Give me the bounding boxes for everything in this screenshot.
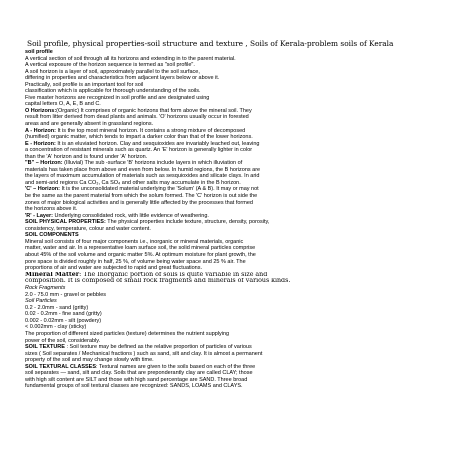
line-text: Underlying consolidated rock, with little evidence of weathering. (52, 212, 209, 219)
bold-heading: SOIL COMPONENTS (25, 232, 79, 239)
line-text: : Soil texture may be defined as the relative proportion of particles of various (64, 344, 252, 351)
line-text: The proportion of different sized particles (texture) determines the nutrient supplying (25, 331, 230, 338)
line-text: fundamental groups of soil textural classes are recognized: SANDS, LOAMS and CLAYS. (25, 383, 243, 390)
mineral-matter-line-1: : The Inorganic portion of soils is quite variable in size and (79, 271, 268, 278)
line-text: be the same as the parent material from which the solum formed. The 'C' horizon is out side the (25, 193, 258, 200)
line-text: soil separates — sand, silt and clay. Soils that are preponderantly clay are called CLAY; those (25, 370, 253, 377)
line-text: the layers of maximum accumulation of materials such as sesquioxides and silicate clays. In arid (25, 173, 260, 180)
line-text: result from litter derived from dead plants and animals. 'O' horizons usually occur in forested (25, 114, 249, 121)
fraction-item: 0.02 - 0.2mm - fine sand (gritty) (25, 311, 102, 318)
line-text: It is the top most mineral horizon. It contains a strong mixture of decomposed (55, 127, 246, 134)
bold-heading: 'C' – Horizon: (25, 186, 61, 193)
bold-heading: E - Horizon: (25, 140, 56, 147)
line-text: zones of major biological activities and is generally little affected by the processes that formed (25, 199, 253, 206)
line-text: with high silt content are SILT and those with high sand percentage are SAND. Three broad (25, 376, 248, 383)
line-text: classification which is applicable for thorough understanding of the soils. (25, 88, 201, 95)
bold-heading: O Horizons: (25, 107, 57, 114)
line-text: differing in properties and characteristics from adjacent layers below or above it. (25, 75, 220, 82)
line-text: than the 'A' horizon and is found under 'A' horizon. (25, 153, 148, 160)
mineral-matter-line-2: composition. It is composed of small rock fragments and minerals of various kinds. (25, 278, 291, 285)
mineral-matter-paragraph (25, 272, 428, 286)
line-text: It is the unconsolidated material underlying the 'Solum' (A & B). It may or may not (60, 186, 259, 193)
mineral-matter-heading: Mineral Matter (25, 271, 80, 278)
closing-line (25, 383, 428, 390)
line-text: (Illuvial) The sub -surface 'B' horizons include layers in which illuviation of (62, 160, 243, 167)
line-text: Five master horizons are recognized in soil profile and are designated using (25, 94, 210, 101)
bold-heading: 'R' - Layer: (25, 212, 53, 219)
document-body (25, 49, 428, 390)
bold-heading: A - Horizon: (25, 127, 56, 134)
line-text: It is an eluviated horizon. Clay and sesquioxides are invariably leached out, leaving (55, 140, 260, 147)
line-text: areas and are generally absent in grassland regions. (25, 121, 154, 128)
line-text: Mineral soil consists of four major components i.e., inorganic or mineral materials, organic (25, 238, 244, 245)
fraction-item: 0.002 - 0.02mm - silt (powdery) (25, 317, 102, 324)
bold-heading: soil profile (25, 49, 53, 55)
line-text: (Organic) It comprises of organic horizons that form above the mineral soil. They (56, 107, 252, 114)
line-text: capital letters O, A, E, B and C. (25, 101, 101, 108)
bold-heading: SOIL TEXTURE (25, 344, 65, 351)
profile-section (25, 49, 428, 272)
fraction-item: 2.0 - 75.0 mm - gravel or pebbles (25, 291, 107, 298)
fraction-group-heading: Soil Particles (25, 298, 57, 305)
line-text: about 45% of the soil volume and organic matter 5%. At optimum moisture for plant growth, the (25, 251, 256, 258)
line-text: proportions of air and water are subjected to rapid and great fluctuations. (25, 265, 203, 272)
line-text: A vertical exposure of the horizon sequence is termed as "soil profile". (25, 62, 195, 69)
document-title: Soil profile, physical properties-soil structure and texture , Soils of Kerala-problem soils of Kerala (27, 39, 394, 48)
line-text: Practically, soil profile is an important tool for soil (25, 81, 144, 88)
line-text: materials has taken place from above and even from below. In humid regions, the B horizons are (25, 166, 261, 173)
line-text: the horizons above it. (25, 206, 78, 213)
line-text: consistency, temperature, colour and water content. (25, 225, 151, 232)
line-text: : Textural names are given to the soils based on each of the three (96, 363, 256, 370)
line-text: pore space is divided roughly in half, 25 %, of volume being water space and 25 % air. The (25, 258, 246, 265)
fraction-item: 0.2 - 2.0mm - sand (gritty) (25, 304, 89, 311)
line-text: (humified) organic matter, which tends to impart a darker color than that of the lower horizons. (25, 134, 253, 141)
line-text: A soil horizon is a layer of soil, approximately parallel to the soil surface, (25, 68, 200, 75)
particle-size-list (25, 285, 428, 331)
bold-heading: SOIL TEXTURAL CLASSES (25, 363, 97, 370)
line-text: and semi-arid regions Ca CO₃, Ca SO₄ and other salts may accumulate in the B horizon. (25, 179, 241, 186)
line-text: The physical properties include texture, structure, density, porosity, (105, 219, 270, 226)
line-text: power of the soil, considerably. (25, 337, 101, 344)
line-text: A vertical section of soil through all its horizons and extending in to the parent material. (25, 55, 236, 62)
line-text: property of the soil and may change slowly with time. (25, 357, 154, 364)
line-text: a concentration of resistant minerals such as quartz. An 'E' horizon is generally lighter in color (25, 147, 253, 154)
fraction-item: < 0.002mm - clay (sticky) (25, 324, 87, 331)
texture-section (25, 331, 428, 390)
bold-heading: "B" – Horizon: (25, 160, 63, 167)
fraction-group-heading: Rock Fragments (25, 285, 66, 292)
line-text: matter, water and air. In a representative loam surface soil, the solid mineral particles comprise (25, 245, 256, 252)
bold-heading: SOIL PHYSICAL PROPERTIES: (25, 219, 106, 226)
line-text: sizes ( Soil separates / Mechanical fractions ) such as sand, silt and clay. It is almost a permanent (25, 350, 263, 357)
